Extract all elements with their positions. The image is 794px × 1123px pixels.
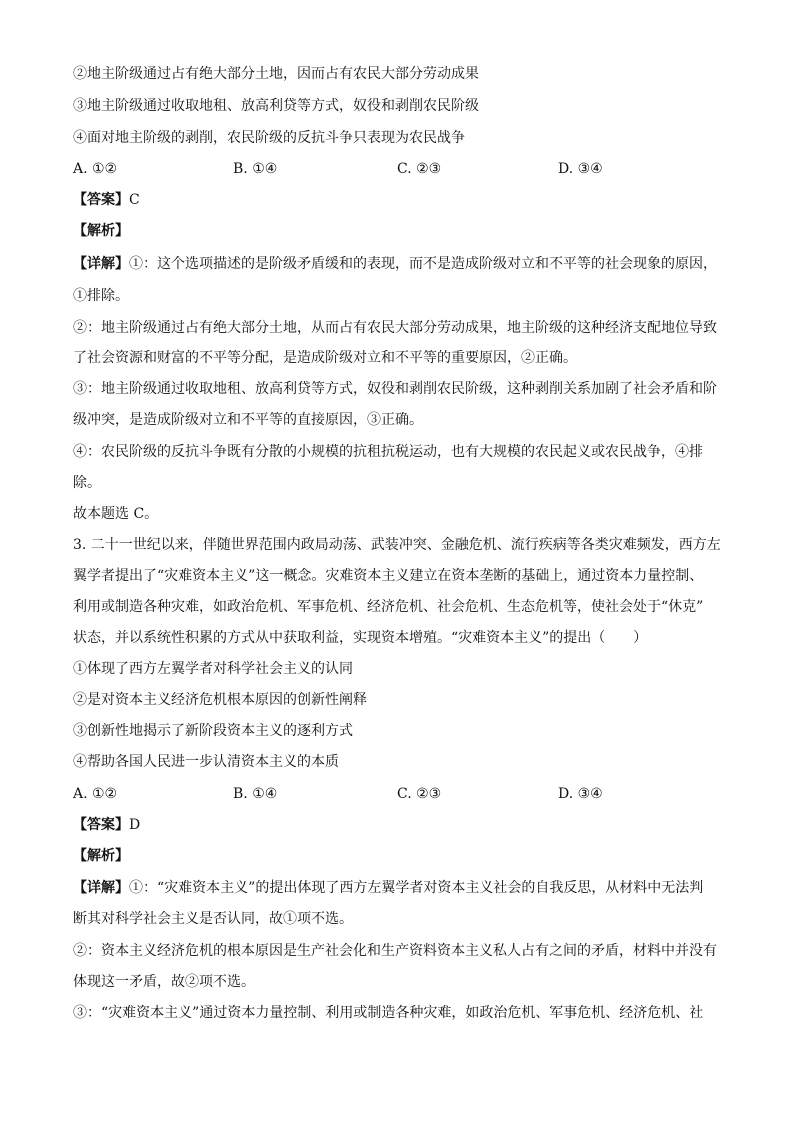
detail-line: ②：资本主义经济危机的根本原因是生产社会化和生产资料资本主义私人占有之间的矛盾，材料中并没有 [73, 943, 717, 959]
detail-text: ①：这个选项描述的是阶级矛盾缓和的表现，而不是造成阶级对立和不平等的社会现象的原因， [129, 256, 717, 272]
question-3-stem: 3. 二十一世纪以来，伴随世界范围内政局动荡、武装冲突、金融危机、流行疾病等各类灾难频发，西方左 [73, 537, 721, 553]
detail-line: ④：农民阶级的反抗斗争既有分散的小规模的抗租抗税运动，也有大规模的农民起义或农民战争，④排 [73, 444, 703, 460]
detail-line: ①排除。 [73, 288, 129, 304]
statement-2: ②是对资本主义经济危机根本原因的创新性阐释 [73, 692, 367, 708]
detail-tag: 【详解】 [73, 880, 129, 896]
detail-line [73, 878, 723, 898]
answer-options [73, 784, 723, 804]
detail-line: 了社会资源和财富的不平等分配，是造成阶级对立和不平等的重要原因，②正确。 [73, 350, 577, 366]
detail-line: ③：“灾难资本主义”通过资本力量控制、利用或制造各种灾难，如政治危机、军事危机、经济危机、社 [73, 1005, 704, 1021]
detail-line: 断其对科学社会主义是否认同，故①项不选。 [73, 911, 353, 927]
option-a: A. ①② [73, 786, 118, 802]
option-d: D. ③④ [558, 786, 603, 802]
statement-4: ④面对地主阶级的剥削，农民阶级的反抗斗争只表现为农民战争 [73, 130, 465, 146]
analysis-tag: 【解析】 [73, 848, 129, 864]
conclusion-line: 故本题选 C。 [73, 506, 159, 522]
option-c: C. ②③ [397, 786, 442, 802]
answer-line [73, 815, 723, 835]
statement-2: ②地主阶级通过占有绝大部分土地，因而占有农民大部分劳动成果 [73, 66, 479, 82]
analysis-tag: 【解析】 [73, 223, 129, 239]
answer-tag: 【答案】 [73, 192, 129, 208]
statement-3: ③地主阶级通过收取地租、放高利贷等方式，奴役和剥削农民阶级 [73, 98, 479, 114]
detail-line: ②：地主阶级通过占有绝大部分土地，从而占有农民大部分劳动成果，地主阶级的这种经济支配地位导致 [73, 320, 717, 336]
answer-value: C [129, 192, 140, 208]
option-d: D. ③④ [558, 161, 603, 177]
detail-line: ③：地主阶级通过收取地租、放高利贷等方式，奴役和剥削农民阶级，这种剥削关系加剧了社会矛盾和阶 [73, 381, 717, 397]
answer-value: D [129, 817, 141, 833]
option-b: B. ①④ [233, 161, 278, 177]
question-3-stem: 状态，并以系统性积累的方式从中获取利益，实现资本增殖。“灾难资本主义”的提出（ ） [73, 630, 648, 646]
answer-tag: 【答案】 [73, 817, 129, 833]
option-b: B. ①④ [233, 786, 278, 802]
detail-line: 级冲突，是造成阶级对立和不平等的直接原因，③正确。 [73, 412, 423, 428]
statement-3: ③创新性地揭示了新阶段资本主义的逐利方式 [73, 723, 353, 739]
detail-line: 体现这一矛盾，故②项不选。 [73, 974, 255, 990]
option-c: C. ②③ [397, 161, 442, 177]
detail-text: ①：“灾难资本主义”的提出体现了西方左翼学者对资本主义社会的自我反思，从材料中无法判 [129, 880, 704, 896]
answer-line [73, 190, 723, 210]
detail-line [73, 254, 723, 274]
detail-tag: 【详解】 [73, 256, 129, 272]
statement-1: ①体现了西方左翼学者对科学社会主义的认同 [73, 661, 353, 677]
answer-options [73, 159, 723, 179]
question-3-stem: 利用或制造各种灾难，如政治危机、军事危机、经济危机、社会危机、生态危机等，使社会处于“休克” [73, 599, 704, 615]
detail-line: 除。 [73, 475, 101, 491]
statement-4: ④帮助各国人民进一步认清资本主义的本质 [73, 754, 339, 770]
option-a: A. ①② [73, 161, 118, 177]
question-3-stem: 翼学者提出了“灾难资本主义”这一概念。灾难资本主义建立在资本垄断的基础上，通过资本力量控制、 [73, 568, 704, 584]
